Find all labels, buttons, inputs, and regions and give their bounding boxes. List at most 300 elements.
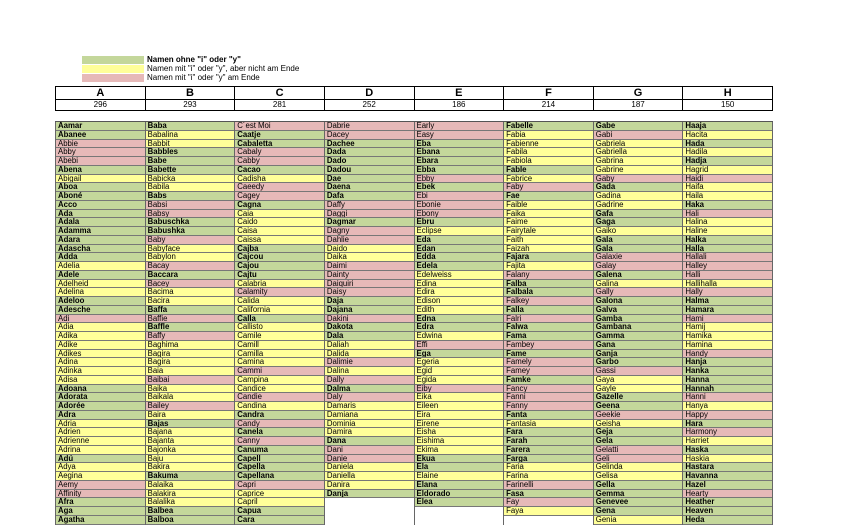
name-cell: Gamba [594,315,683,324]
name-cell: Bacey [146,280,235,289]
name-cell: Gaga [594,218,683,227]
name-cell: Dahlie [325,236,414,245]
name-cell: Baffa [146,306,235,315]
name-column [414,122,504,525]
name-cell: California [235,306,324,315]
name-cell: Daena [325,183,414,192]
name-cell: Dakota [325,323,414,332]
name-cell: Hastara [683,463,772,472]
name-cell: Balbea [146,507,235,516]
column-letter: G [593,87,683,99]
name-cell: Bacira [146,297,235,306]
name-cell: Gadina [594,192,683,201]
name-cell: Adrien [56,428,145,437]
name-cell: Harmony [683,428,772,437]
name-cell: Geisha [594,420,683,429]
name-cell: Cagna [235,201,324,210]
name-cell: Falla [504,306,593,315]
column-letter: C [234,87,324,99]
column-letter-row [55,86,773,99]
name-cell: Edina [415,280,504,289]
name-cell: Bajas [146,420,235,429]
name-cell: Adara [56,236,145,245]
name-cell: Dadou [325,166,414,175]
column-letter: B [145,87,235,99]
name-cell: Daja [325,297,414,306]
name-cell: Cajba [235,245,324,254]
name-cell: Ekima [415,446,504,455]
name-cell: Baira [146,411,235,420]
name-cell: Farina [504,472,593,481]
name-cell: Affinity [56,490,145,499]
name-cell: Babbit [146,140,235,149]
name-cell: Falany [504,271,593,280]
name-cell: Halka [683,236,772,245]
name-cell: Genia [594,516,683,525]
name-cell: Harriet [683,437,772,446]
name-cell: Candina [235,402,324,411]
name-cell: Early [415,122,504,131]
name-cell: Babs [146,192,235,201]
name-cell: Dala [325,332,414,341]
name-cell: Fabrice [504,175,593,184]
name-cell: Haila [683,192,772,201]
name-cell: Edra [415,323,504,332]
name-cell: Gadrine [594,201,683,210]
name-cell: Fanta [504,411,593,420]
name-cell: Agatha [56,516,145,525]
name-cell: Ebara [415,157,504,166]
name-cell: Adelia [56,262,145,271]
name-column [324,122,414,525]
name-cell: Geja [594,428,683,437]
name-cell: Aemy [56,481,145,490]
name-cell: Baby [146,236,235,245]
name-cell: Capellana [235,472,324,481]
name-cell: Abena [56,166,145,175]
name-cell: C´est Moi [235,122,324,131]
name-cell: Babila [146,183,235,192]
name-cell: Gemma [594,490,683,499]
name-cell: Adria [56,420,145,429]
name-cell: Daniella [325,472,414,481]
name-cell: Galva [594,306,683,315]
name-cell: Galena [594,271,683,280]
name-cell: Halli [683,271,772,280]
legend-item [82,73,299,82]
name-cell: Fancy [504,385,593,394]
name-cell: Candie [235,393,324,402]
name-cell: Fabia [504,131,593,140]
name-cell: Faime [504,218,593,227]
name-cell: Dakini [325,315,414,324]
name-cell: Genevee [594,498,683,507]
column-count: 186 [414,100,504,110]
name-cell: Halma [683,297,772,306]
name-cell: Eldorado [415,490,504,499]
name-cell: Daiquiri [325,280,414,289]
name-cell: Bacay [146,262,235,271]
name-cell: Easy [415,131,504,140]
name-cell: Haline [683,227,772,236]
name-cell: Hamina [683,341,772,350]
name-cell: Hami [683,315,772,324]
name-cell: Balaika [146,481,235,490]
name-cell: Fay [504,498,593,507]
name-cell: Fajita [504,262,593,271]
name-cell: Calabria [235,280,324,289]
name-cell: Caido [235,218,324,227]
name-cell: Adika [56,332,145,341]
name-cell: Galay [594,262,683,271]
name-cell: Daisy [325,288,414,297]
name-cell: Dalimie [325,358,414,367]
name-cell: Farga [504,455,593,464]
name-cell: Dachee [325,140,414,149]
name-cell: Abbie [56,140,145,149]
name-cell: Hadila [683,148,772,157]
name-cell: Famke [504,376,593,385]
name-cell: Hadja [683,157,772,166]
name-cell: Dagmar [325,218,414,227]
name-cell: Hallihalla [683,280,772,289]
name-cell: Campina [235,376,324,385]
name-cell: Daimi [325,262,414,271]
name-cell: Ebru [415,218,504,227]
name-cell: Edison [415,297,504,306]
name-cell: Damiana [325,411,414,420]
name-cell: Aga [56,507,145,516]
name-cell: Acco [56,201,145,210]
name-cell: Dana [325,437,414,446]
name-cell: Candra [235,411,324,420]
name-cell: Camilla [235,350,324,359]
name-cell: Falwa [504,323,593,332]
name-cell: Canuma [235,446,324,455]
name-cell: Hada [683,140,772,149]
column-count: 252 [324,100,414,110]
name-cell: Gamma [594,332,683,341]
name-cell: Fantasia [504,420,593,429]
name-cell: Geekie [594,411,683,420]
name-cell: Gela [594,437,683,446]
name-cell: Gelisa [594,472,683,481]
name-column [503,122,593,525]
name-cell: Gena [594,507,683,516]
name-cell: Gassi [594,367,683,376]
name-cell: Cagey [235,192,324,201]
name-cell: Caeedy [235,183,324,192]
name-cell: Falkey [504,297,593,306]
name-cell: Baibai [146,376,235,385]
name-cell: Hali [683,210,772,219]
name-cell: Bajana [146,428,235,437]
name-cell: Garbo [594,358,683,367]
name-cell: Falri [504,315,593,324]
name-cell: Cadisha [235,175,324,184]
name-cell: Candy [235,420,324,429]
name-cell: Baghima [146,341,235,350]
name-cell: Cammi [235,367,324,376]
name-cell: Adamma [56,227,145,236]
name-cell: Babyface [146,245,235,254]
name-cell: Gaya [594,376,683,385]
name-cell: Adi [56,315,145,324]
name-cell: Caissa [235,236,324,245]
name-cell: Bacima [146,288,235,297]
name-cell: Dacey [325,131,414,140]
name-cell: Babalina [146,131,235,140]
name-cell: Aamar [56,122,145,131]
name-cell: Aboa [56,183,145,192]
name-cell: Abigail [56,175,145,184]
name-cell: Adoana [56,385,145,394]
name-cell: Baffy [146,332,235,341]
name-cell: Dally [325,376,414,385]
name-cell: Cajou [235,262,324,271]
name-cell: Haka [683,201,772,210]
name-cell: Fasa [504,490,593,499]
name-cell: Canela [235,428,324,437]
name-cell: Eika [415,393,504,402]
name-cell: Halley [683,262,772,271]
name-cell: Effi [415,341,504,350]
name-cell: Fame [504,350,593,359]
name-cell: Ebi [415,192,504,201]
name-cell: Faby [504,183,593,192]
name-cell: Fable [504,166,593,175]
name-cell: Babe [146,157,235,166]
name-cell: Farera [504,446,593,455]
name-cell: Dafa [325,192,414,201]
name-cell: Babylon [146,253,235,262]
name-cell: Bailey [146,402,235,411]
name-cell: Haska [683,446,772,455]
name-cell: Candice [235,385,324,394]
column-count: 214 [503,100,593,110]
name-cell: Faika [504,210,593,219]
name-cell: Balalika [146,498,235,507]
name-cell: Falbala [504,288,593,297]
name-cell: Gabrine [594,166,683,175]
name-cell: Caisa [235,227,324,236]
name-cell: Baffie [146,315,235,324]
legend-label: Namen ohne "i" oder "y" [147,55,241,65]
name-cell: Baffle [146,323,235,332]
name-cell: Bajanta [146,437,235,446]
name-cell: Dagny [325,227,414,236]
name-cell: Haifa [683,183,772,192]
name-cell: Baju [146,455,235,464]
name-cell: Egid [415,367,504,376]
name-cell: Cara [235,516,324,525]
name-cell: Famey [504,367,593,376]
name-cell: Faible [504,201,593,210]
name-cell: Heather [683,498,772,507]
name-cell: Fabelle [504,122,593,131]
name-cell: Hara [683,420,772,429]
name-cell: Fabila [504,148,593,157]
name-cell: Caatje [235,131,324,140]
name-cell: Fara [504,428,593,437]
names-grid [55,121,773,525]
name-cell: Adra [56,411,145,420]
name-cell: Eclipse [415,227,504,236]
name-cell: Adya [56,463,145,472]
name-cell: Galaxie [594,253,683,262]
name-cell: Faria [504,463,593,472]
name-cell: Bagira [146,358,235,367]
name-cell: Adina [56,358,145,367]
column-count: 281 [234,100,324,110]
name-cell: Calamity [235,288,324,297]
legend-label: Namen mit "i" oder "y", aber nicht am Ende [147,64,300,74]
name-cell: Fabienne [504,140,593,149]
name-column [55,122,145,525]
name-cell: Abanee [56,131,145,140]
legend-swatch [82,74,144,82]
name-cell: Babette [146,166,235,175]
name-cell: Adele [56,271,145,280]
name-cell: Calla [235,315,324,324]
name-cell: Baikala [146,393,235,402]
name-cell: Hally [683,288,772,297]
name-cell: Capri [235,481,324,490]
name-cell: Dabrie [325,122,414,131]
name-cell: Adala [56,218,145,227]
name-cell: Gabe [594,122,683,131]
name-cell: Gaiko [594,227,683,236]
name-cell: Hanna [683,376,772,385]
name-cell: Faya [504,507,593,516]
name-cell: Daido [325,245,414,254]
name-cell: Dalida [325,350,414,359]
column-letter: A [55,87,145,99]
name-cell: Baika [146,385,235,394]
name-cell: Hanni [683,393,772,402]
name-cell: Gabrina [594,157,683,166]
name-cell: Calida [235,297,324,306]
name-cell: Gella [594,481,683,490]
name-cell: Edelweiss [415,271,504,280]
name-cell: Edda [415,253,504,262]
name-cell: Hamara [683,306,772,315]
name-cell: Hamika [683,332,772,341]
name-cell: Dada [325,148,414,157]
name-cell: Fama [504,332,593,341]
name-cell: Adrienne [56,437,145,446]
column-letter: D [324,87,414,99]
name-cell: Haskia [683,455,772,464]
name-cell: Aegina [56,472,145,481]
name-cell: Abby [56,148,145,157]
column-letter: F [503,87,593,99]
name-cell: Gafa [594,210,683,219]
column-count: 150 [682,100,773,110]
name-cell: Dado [325,157,414,166]
name-cell: Capril [235,498,324,507]
name-cell: Hazel [683,481,772,490]
name-cell: Daniela [325,463,414,472]
name-cell: Farinelli [504,481,593,490]
name-cell: Gaby [594,175,683,184]
name-cell: Adisa [56,376,145,385]
column-count: 296 [55,100,145,110]
name-cell: Faith [504,236,593,245]
name-cell: Dominia [325,420,414,429]
name-cell: Haaja [683,122,772,131]
name-cell: Eileen [415,402,504,411]
name-cell: Heaven [683,507,772,516]
name-cell: Ada [56,210,145,219]
name-cell: Cabby [235,157,324,166]
name-cell: Falba [504,280,593,289]
name-cell: Babuschka [146,218,235,227]
name-cell: Halina [683,218,772,227]
name-cell: Babsi [146,201,235,210]
name-cell: Babbles [146,148,235,157]
name-cell: Bakuma [146,472,235,481]
name-cell: Danie [325,455,414,464]
count-row [55,99,773,111]
name-cell: Elana [415,481,504,490]
name-cell: Dani [325,446,414,455]
name-cell: Gabi [594,131,683,140]
name-cell: Eisha [415,428,504,437]
name-cell: Adesche [56,306,145,315]
name-cell: Dalma [325,385,414,394]
name-cell: Ebana [415,148,504,157]
name-cell: Handy [683,350,772,359]
name-cell: Babicka [146,175,235,184]
name-cell: Gala [594,236,683,245]
name-cell: Gala [594,245,683,254]
name-column [145,122,235,525]
name-cell: Ebba [415,166,504,175]
name-cell: Haidi [683,175,772,184]
name-cell: Edela [415,262,504,271]
name-cell: Fambey [504,341,593,350]
name-cell: Caia [235,210,324,219]
name-cell: Fajara [504,253,593,262]
name-cell: Adorata [56,393,145,402]
name-cell: Adú [56,455,145,464]
name-cell: Dainty [325,271,414,280]
name-cell: Adorée [56,402,145,411]
name-cell: Ebby [415,175,504,184]
name-cell: Camill [235,341,324,350]
name-cell: Aboné [56,192,145,201]
name-cell: Geena [594,402,683,411]
name-cell: Bajonka [146,446,235,455]
name-cell: Egeria [415,358,504,367]
name-cell: Adrina [56,446,145,455]
name-cell: Hagrid [683,166,772,175]
name-cell: Edwina [415,332,504,341]
name-cell: Heda [683,516,772,525]
name-cell: Galona [594,297,683,306]
name-cell: Gally [594,288,683,297]
name-cell: Ekua [415,455,504,464]
name-cell: Capell [235,455,324,464]
name-cell: Babsy [146,210,235,219]
name-cell: Danja [325,490,414,499]
name-cell: Ela [415,463,504,472]
column-letter: E [414,87,504,99]
name-cell: Hannah [683,385,772,394]
name-cell: Hanya [683,402,772,411]
name-cell: Gazelle [594,393,683,402]
